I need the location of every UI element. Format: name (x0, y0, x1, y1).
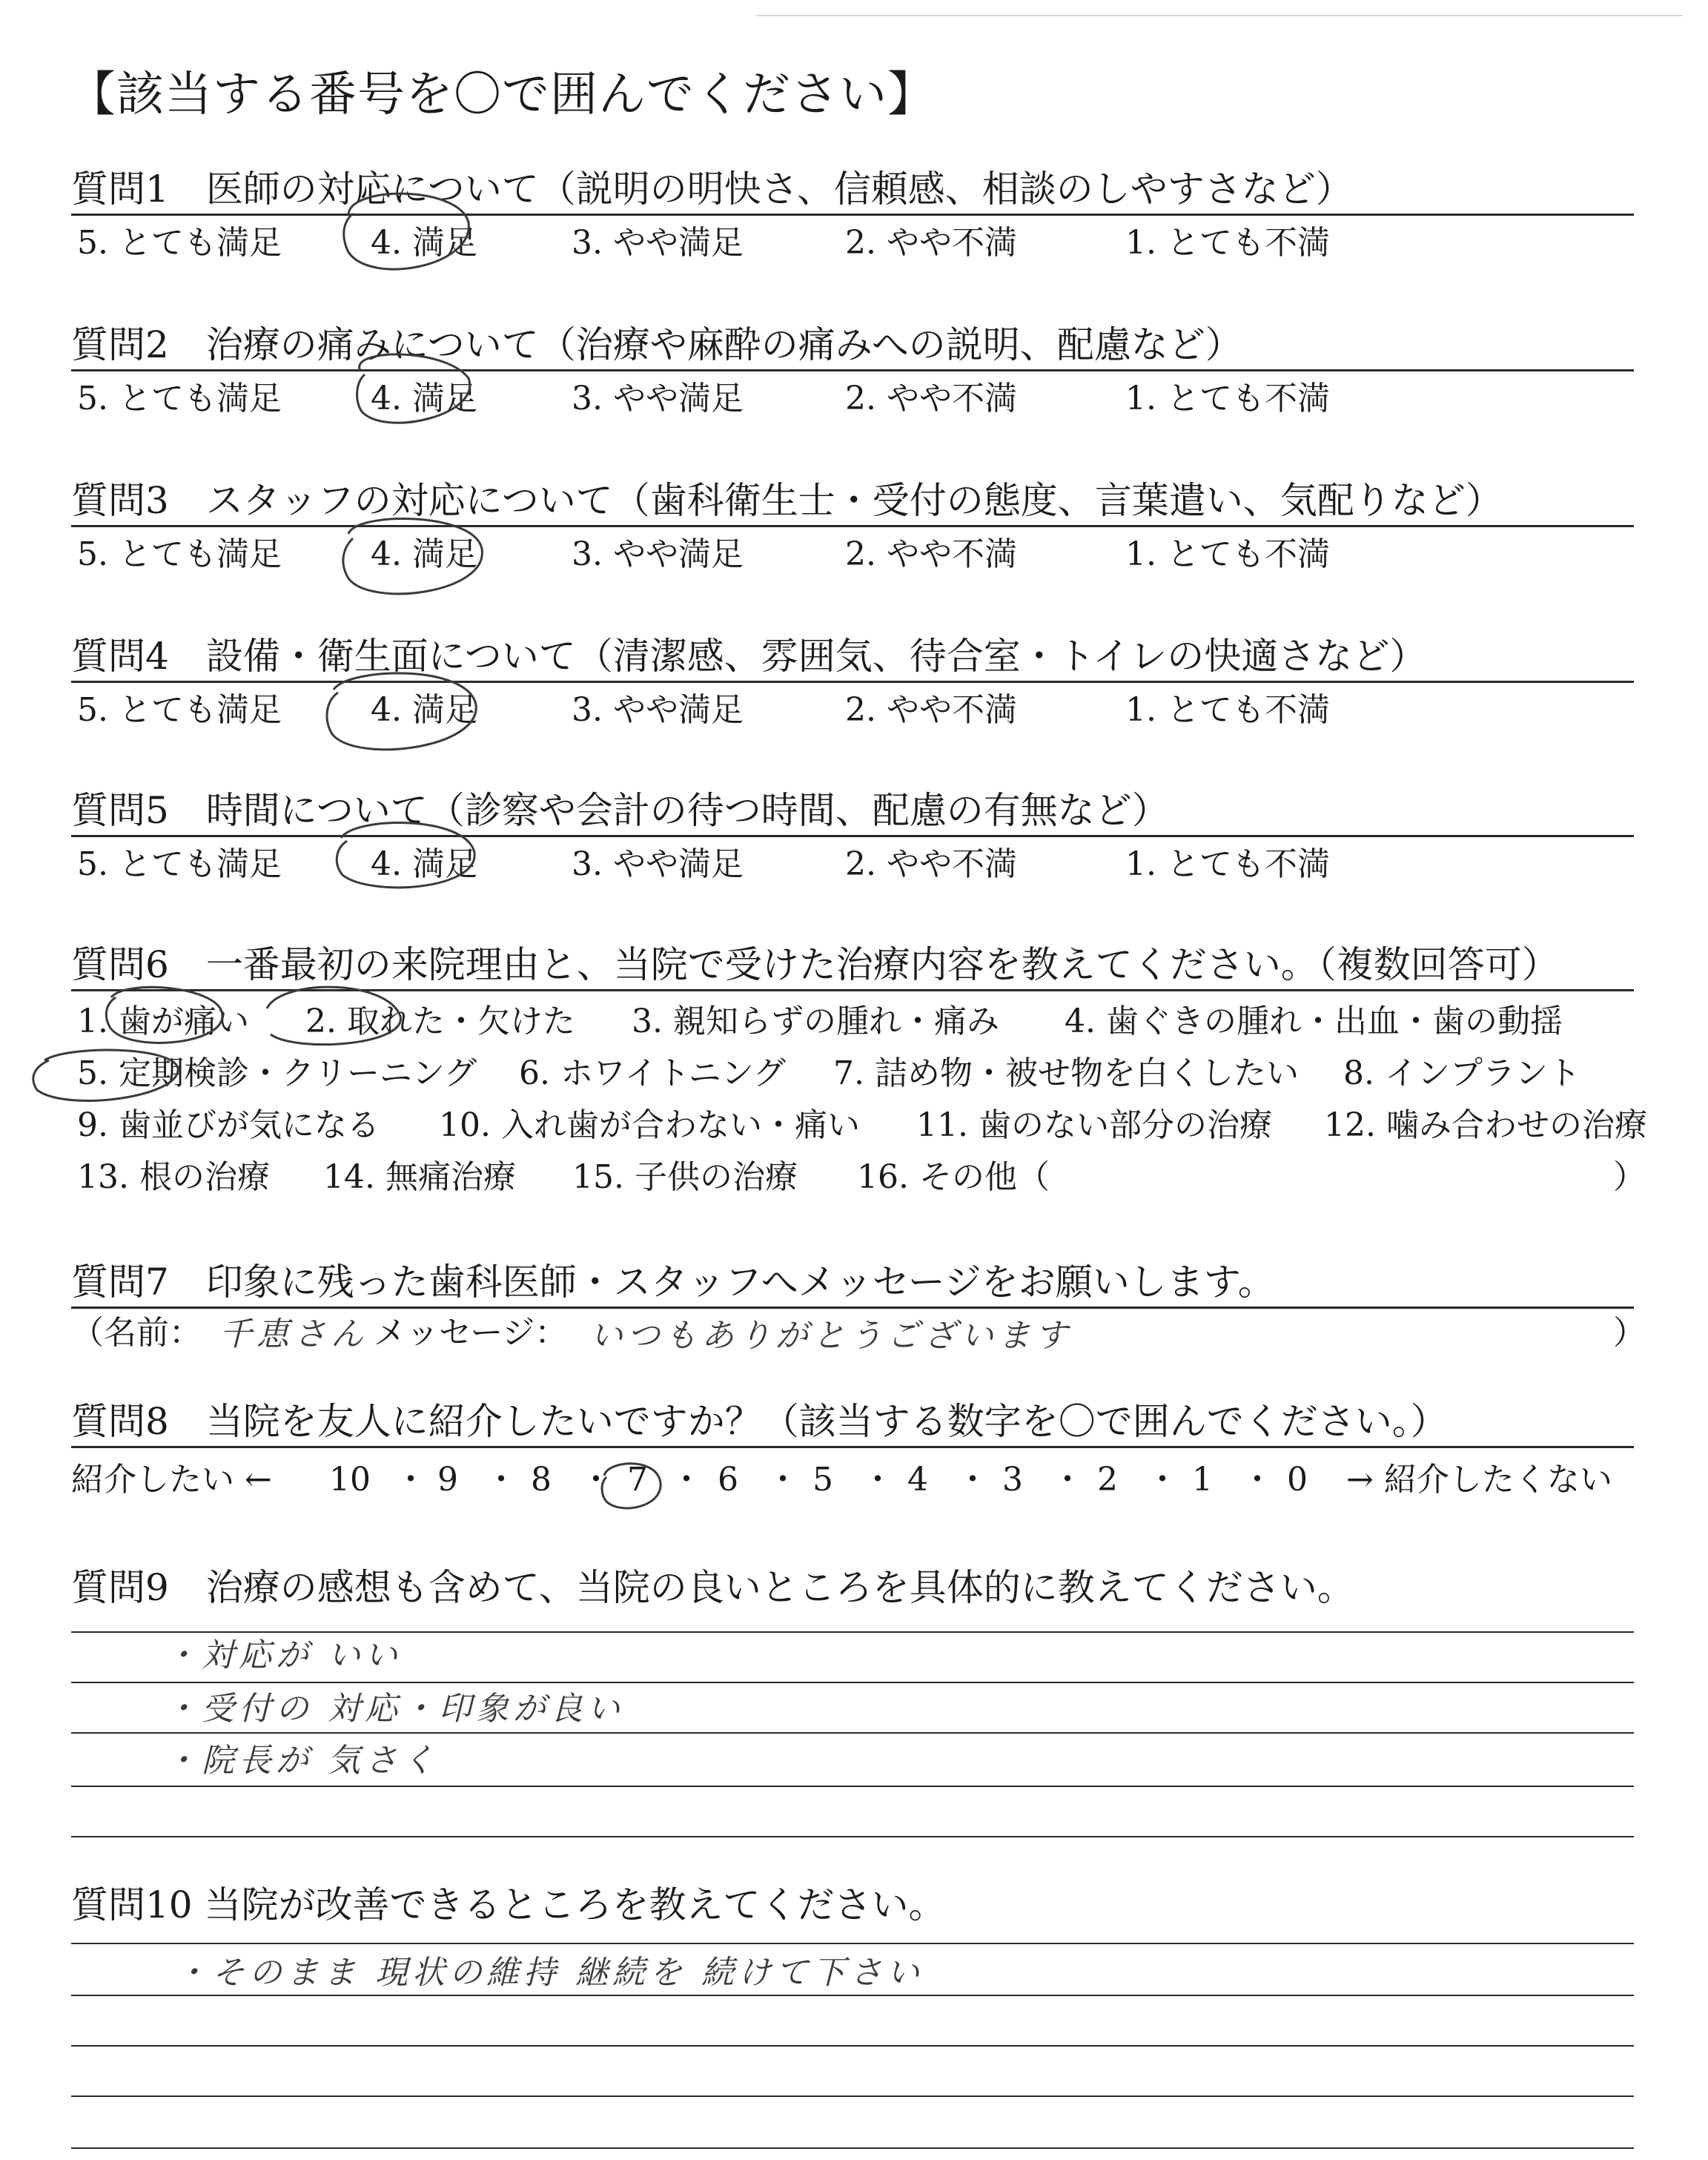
q9-answer-1[interactable]: ・対応が いい (165, 1636, 402, 1674)
question-6-label: 質問6 (71, 943, 169, 986)
q6-item-3[interactable]: 3. 親知らずの腫れ・痛み (632, 1003, 999, 1040)
q4-option-5[interactable]: 5. とても満足 (77, 691, 282, 729)
q7-name-handwritten[interactable]: 千恵さん (219, 1315, 368, 1353)
q8-dot: ・ (861, 1461, 894, 1499)
question-1 (71, 165, 1634, 262)
q8-dot: ・ (394, 1461, 427, 1499)
q6-item-8[interactable]: 8. インプラント (1343, 1054, 1580, 1092)
q9-line-5 (71, 1836, 1634, 1837)
q3-option-1[interactable]: 1. とても不満 (1125, 535, 1330, 573)
q6-item-7[interactable]: 7. 詰め物・被せ物を白くしたい (833, 1054, 1299, 1092)
q9-line-4 (71, 1786, 1634, 1787)
q8-num-3[interactable]: 3 (1002, 1461, 1023, 1499)
q5-option-5[interactable]: 5. とても満足 (77, 845, 282, 883)
q10-line-2 (71, 1995, 1634, 1996)
q8-dot: ・ (580, 1461, 612, 1499)
q7-message-row (71, 1312, 1646, 1357)
question-1-label: 質問1 (71, 168, 169, 211)
question-5-rule (71, 835, 1634, 837)
q8-num-2[interactable]: 2 (1097, 1461, 1118, 1499)
question-7-title (71, 1258, 1275, 1307)
q6-row-1 (71, 1001, 1643, 1046)
q5-option-2[interactable]: 2. やや不満 (845, 845, 1017, 883)
q5-option-4[interactable]: 4. 満足 (371, 845, 477, 883)
q2-option-1[interactable]: 1. とても不満 (1125, 380, 1330, 417)
q6-row-2 (71, 1053, 1643, 1097)
q6-other-close-paren: ） (1613, 1158, 1646, 1196)
q1-option-5[interactable]: 5. とても満足 (77, 224, 282, 262)
q8-num-7[interactable]: 7 (627, 1461, 648, 1499)
q8-dot: ・ (956, 1461, 989, 1499)
q2-option-4[interactable]: 4. 満足 (371, 380, 477, 417)
q5-option-3[interactable]: 3. やや満足 (572, 845, 744, 883)
q8-num-1[interactable]: 1 (1192, 1461, 1213, 1499)
q3-option-5[interactable]: 5. とても満足 (77, 535, 282, 573)
q6-item-12[interactable]: 12. 噛み合わせの治療 (1324, 1106, 1647, 1144)
question-4-label: 質問4 (71, 635, 169, 678)
q8-dot: ・ (1241, 1461, 1274, 1499)
question-1-title (71, 165, 1353, 214)
q6-row-3 (71, 1105, 1647, 1149)
top-edge-line (756, 15, 1683, 16)
q9-answer-3[interactable]: ・院長が 気さく (165, 1742, 439, 1780)
q6-item-14[interactable]: 14. 無痛治療 (323, 1158, 516, 1196)
q6-item-11[interactable]: 11. 歯のない部分の治療 (916, 1106, 1272, 1144)
q1-option-2[interactable]: 2. やや不満 (845, 224, 1017, 262)
q4-option-3[interactable]: 3. やや満足 (572, 691, 744, 729)
form-title: 【該当する番号を〇で囲んでください】 (68, 67, 936, 122)
question-3-text: スタッフの対応について（歯科衛生士・受付の態度、言葉遣い、気配りなど） (205, 479, 1503, 522)
q8-num-9[interactable]: 9 (437, 1461, 458, 1499)
question-8-rule (71, 1446, 1634, 1448)
q7-close-paren: ） (1613, 1314, 1646, 1352)
question-6-rule (71, 989, 1634, 991)
q6-item-5[interactable]: 5. 定期検診・クリーニング (77, 1054, 477, 1092)
q6-item-16[interactable]: 16. その他（ (857, 1158, 1050, 1196)
question-9-label: 質問9 (71, 1566, 169, 1609)
question-10-label: 質問10 (71, 1883, 193, 1926)
q3-option-3[interactable]: 3. やや満足 (572, 535, 744, 573)
q10-line-5 (71, 2147, 1634, 2149)
q8-right-label: → 紹介したくない (1346, 1461, 1612, 1499)
question-3-label: 質問3 (71, 479, 169, 522)
question-4 (71, 632, 1634, 729)
q6-item-13[interactable]: 13. 根の治療 (77, 1158, 270, 1196)
q8-num-6[interactable]: 6 (718, 1461, 738, 1499)
q10-line-4 (71, 2095, 1634, 2097)
question-9-text: 治療の感想も含めて、当院の良いところを具体的に教えてください。 (205, 1566, 1354, 1609)
question-1-text: 医師の対応について（説明の明快さ、信頼感、相談のしやすさなど） (205, 168, 1353, 211)
q2-option-3[interactable]: 3. やや満足 (572, 380, 744, 417)
q6-row-4 (71, 1157, 1646, 1201)
q9-answer-2[interactable]: ・受付の 対応・印象が良い (165, 1690, 624, 1728)
q7-name-label: （名前： (71, 1314, 202, 1352)
q6-item-10[interactable]: 10. 入れ歯が合わない・痛い (439, 1106, 860, 1144)
question-4-rule (71, 681, 1634, 683)
q8-num-5[interactable]: 5 (812, 1461, 833, 1499)
question-2-title (71, 320, 1242, 369)
q4-option-2[interactable]: 2. やや不満 (845, 691, 1017, 729)
question-7-label: 質問7 (71, 1261, 169, 1304)
question-2 (71, 320, 1634, 417)
q8-num-0[interactable]: 0 (1287, 1461, 1308, 1499)
question-9-title (71, 1563, 1354, 1612)
q8-num-4[interactable]: 4 (907, 1461, 928, 1499)
question-2-text: 治療の痛みについて（治療や麻酔の痛みへの説明、配慮など） (205, 323, 1242, 366)
question-10-text: 当院が改善できるところを教えてください。 (204, 1883, 946, 1926)
question-5-label: 質問5 (71, 789, 169, 832)
question-3-title (71, 476, 1503, 525)
question-1-rule (71, 214, 1634, 216)
q7-message-handwritten[interactable]: いつもありがとうございます (590, 1317, 1072, 1355)
q2-option-5[interactable]: 5. とても満足 (77, 380, 282, 417)
question-10-title (71, 1880, 946, 1929)
question-6-title (71, 940, 1559, 989)
question-8-text: 当院を友人に紹介したいですか？（該当する数字を〇で囲んでください。） (205, 1400, 1448, 1443)
q2-option-2[interactable]: 2. やや不満 (845, 380, 1017, 417)
q3-option-4[interactable]: 4. 満足 (371, 535, 477, 573)
question-5-title (71, 786, 1169, 835)
question-8-label: 質問8 (71, 1400, 169, 1443)
question-7-rule (71, 1307, 1634, 1309)
q1-option-1[interactable]: 1. とても不満 (1125, 224, 1330, 262)
q10-line-1 (71, 1943, 1634, 1944)
q10-line-3 (71, 2045, 1634, 2047)
question-3-rule (71, 525, 1634, 527)
q3-option-2[interactable]: 2. やや不満 (845, 535, 1017, 573)
q6-item-9[interactable]: 9. 歯並びが気になる (77, 1106, 380, 1144)
q4-option-4[interactable]: 4. 満足 (371, 691, 477, 729)
q8-num-10[interactable]: 10 (329, 1461, 371, 1499)
q6-item-1[interactable]: 1. 歯が痛い (77, 1003, 249, 1040)
question-5-text: 時間について（診察や会計の待つ時間、配慮の有無など） (205, 789, 1169, 832)
q8-dot: ・ (485, 1461, 517, 1499)
q7-message-label: メッセージ： (374, 1314, 568, 1352)
q8-scale (71, 1458, 1643, 1502)
q6-item-2[interactable]: 2. 取れた・欠けた (305, 1003, 575, 1040)
q8-left-label: 紹介したい ← (71, 1461, 272, 1499)
question-7-text: 印象に残った歯科医師・スタッフへメッセージをお願いします。 (205, 1261, 1275, 1304)
question-6-text: 一番最初の来院理由と、当院で受けた治療内容を教えてください。（複数回答可） (205, 943, 1559, 986)
q6-item-15[interactable]: 15. 子供の治療 (572, 1158, 798, 1196)
q8-dot: ・ (1146, 1461, 1179, 1499)
q1-option-3[interactable]: 3. やや満足 (572, 224, 744, 262)
question-8-title (71, 1397, 1448, 1446)
question-5 (71, 786, 1634, 883)
q8-dot: ・ (1051, 1461, 1084, 1499)
q1-option-4[interactable]: 4. 満足 (371, 224, 477, 262)
question-3 (71, 476, 1634, 573)
question-4-title (71, 632, 1426, 681)
q5-option-1[interactable]: 1. とても不満 (1125, 845, 1330, 883)
question-2-label: 質問2 (71, 323, 169, 366)
question-4-text: 設備・衛生面について（清潔感、雰囲気、待合室・トイレの快適さなど） (205, 635, 1427, 678)
q4-option-1[interactable]: 1. とても不満 (1125, 691, 1330, 729)
q8-dot: ・ (767, 1461, 799, 1499)
question-2-rule (71, 369, 1634, 371)
q8-dot: ・ (670, 1461, 703, 1499)
q6-item-4[interactable]: 4. 歯ぐきの腫れ・出血・歯の動揺 (1065, 1003, 1563, 1040)
q8-num-8[interactable]: 8 (531, 1461, 552, 1499)
q10-answer-1[interactable]: ・そのまま 現状の維持 継続を 続けて下さい (175, 1954, 924, 1992)
question-9 (71, 1563, 1634, 1637)
q6-item-6[interactable]: 6. ホワイトニング (519, 1054, 787, 1092)
